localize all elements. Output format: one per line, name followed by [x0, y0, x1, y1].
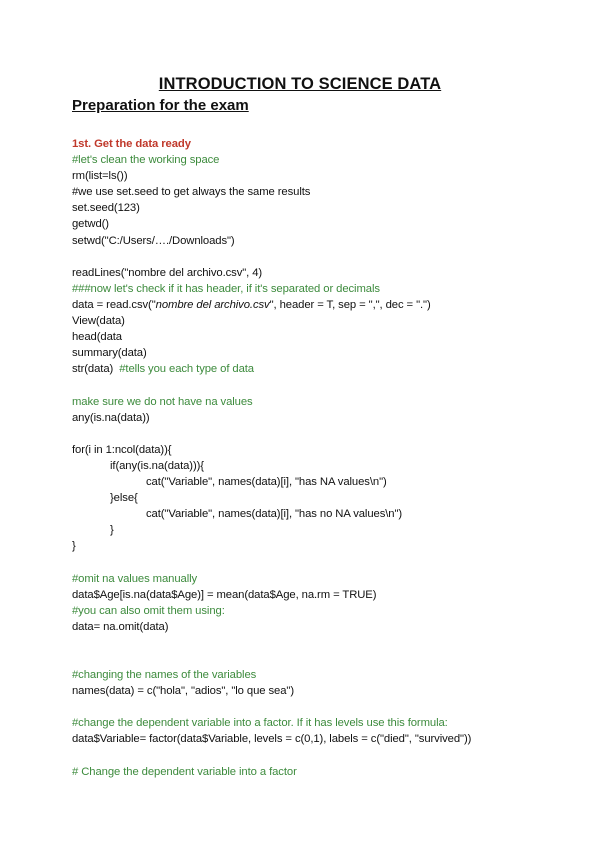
code-line-read-csv	[72, 297, 572, 313]
blank-line	[72, 554, 572, 570]
document-subtitle: Preparation for the exam	[72, 97, 249, 114]
code-comment: #changing the names of the variables	[72, 669, 257, 682]
code-comment: make sure we do not have na values	[72, 395, 253, 408]
code-line: data$Age[is.na(data$Age)] = mean(data$Age, na.rm = TRUE)	[72, 588, 377, 601]
blank-line	[72, 748, 572, 764]
code-comment: #let's clean the working space	[72, 154, 220, 167]
code-text: ", header = T, sep = ",", dec = ".")	[269, 298, 431, 311]
blank-line	[72, 377, 572, 393]
code-comment: #tells you each type of data	[119, 363, 254, 376]
code-line: }else{	[110, 492, 138, 505]
code-comment: ###now let's check if it has header, if it's separated or decimals	[72, 282, 380, 295]
code-line: any(is.na(data))	[72, 411, 150, 424]
blank-line	[72, 249, 572, 265]
code-line: data= na.omit(data)	[72, 620, 169, 633]
code-line: cat("Variable", names(data)[i], "has NA values\n")	[146, 475, 387, 488]
code-line: }	[72, 540, 76, 553]
code-comment: #you can also omit them using:	[72, 604, 225, 617]
code-italic-filename: nombre del archivo.csv	[155, 298, 270, 311]
code-line: #we use set.seed to get always the same results	[72, 186, 311, 199]
code-comment: #omit na values manually	[72, 572, 198, 585]
code-line: readLines("nombre del archivo.csv", 4)	[72, 266, 263, 279]
code-line: setwd("C:/Users/…./Downloads")	[72, 234, 235, 247]
code-comment: # Change the dependent variable into a factor	[72, 765, 297, 778]
blank-line	[72, 699, 572, 715]
document-title: INTRODUCTION TO SCIENCE DATA	[158, 75, 442, 93]
code-line: data$Variable= factor(data$Variable, levels = c(0,1), labels = c("died", "survived"))	[72, 733, 472, 746]
code-line: head(data	[72, 331, 122, 344]
code-line: for(i in 1:ncol(data)){	[72, 443, 172, 456]
blank-line	[72, 651, 572, 667]
code-line: cat("Variable", names(data)[i], "has no NA values\n")	[146, 508, 403, 521]
code-line: names(data) = c("hola", "adios", "lo que sea")	[72, 685, 294, 698]
code-line: if(any(is.na(data))){	[110, 459, 204, 472]
code-line: }	[110, 524, 114, 537]
code-text: str(data)	[72, 363, 120, 376]
code-line: summary(data)	[72, 347, 147, 360]
blank-line	[72, 426, 572, 442]
document-body	[72, 136, 572, 780]
section-heading: 1st. Get the data ready	[72, 138, 191, 150]
code-line: set.seed(123)	[72, 202, 140, 215]
blank-line	[72, 635, 572, 651]
code-line: getwd()	[72, 218, 109, 231]
code-text: data = read.csv("	[72, 298, 156, 311]
code-line: rm(list=ls())	[72, 170, 128, 183]
code-line-str	[72, 361, 572, 377]
code-comment: #change the dependent variable into a factor. If it has levels use this formula:	[72, 717, 448, 730]
code-line: View(data)	[72, 315, 125, 328]
